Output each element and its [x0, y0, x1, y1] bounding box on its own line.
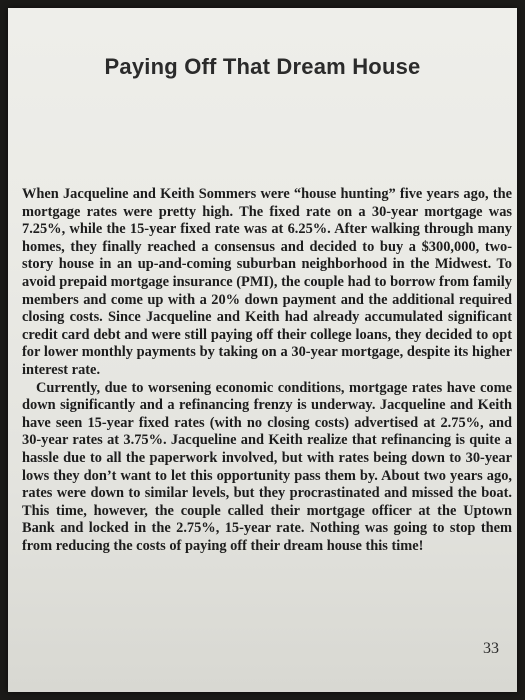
book-page [8, 8, 517, 692]
paragraph-1: When Jacqueline and Keith Sommers were “house hunting” five years ago, the mortgage rates were pretty high. The fixed rate on a 30-year mortgage was 7.25%, while the 15-year fixed rate was at 6.25%. After walking through many homes, they finally reached a consensus and decided to buy a $300,000, two-story house in an up-and-coming suburban neighborhood in the Midwest. To avoid prepaid mortgage insurance (PMI), the couple had to borrow from family members and come up with a 20% down payment and the additional required closing costs. Since Jacqueline and Keith had already accumulated significant credit card debt and were still paying off their college loans, they decided to opt for lower monthly payments by taking on a 30-year mortgage, despite its higher interest rate. [22, 186, 512, 378]
case-body-text [22, 186, 512, 555]
page-number: 33 [483, 640, 499, 657]
paragraph-2: Currently, due to worsening economic conditions, mortgage rates have come down significantly and a refinancing frenzy is underway. Jacqueline and Keith have seen 15-year fixed rates (with no closing costs) advertised at 2.75%, and 30-year rates at 3.75%. Jacqueline and Keith realize that refinancing is quite a hassle due to all the paperwork involved, but with rates being down to 30-year lows they don’t want to let this opportunity pass them by. About two years ago, rates were down to similar levels, but they procrastinated and missed the boat. This time, however, the couple called their mortgage officer at the Uptown Bank and locked in the 2.75%, 15-year rate. Nothing was going to stop them from reducing the costs of paying off their dream house this time! [22, 379, 512, 554]
page-title: Paying Off That Dream House [104, 54, 421, 79]
